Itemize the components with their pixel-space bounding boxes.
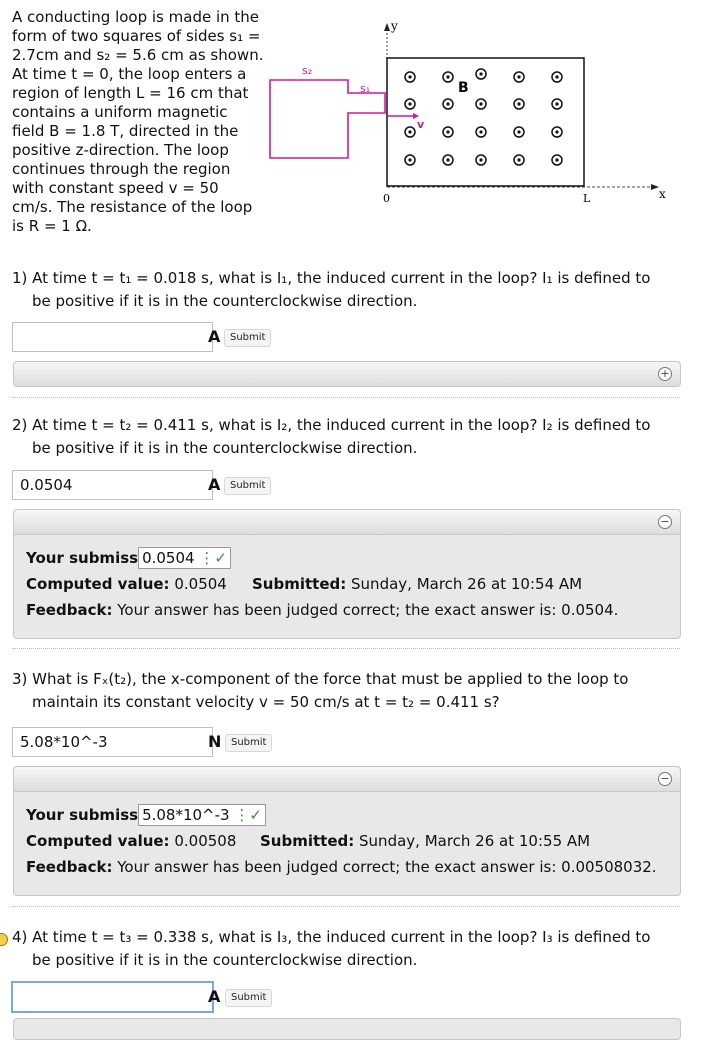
y-axis-label: y (391, 19, 398, 33)
feedback-panel-2 (13, 509, 681, 639)
computed-label: Computed value: (26, 575, 170, 593)
intro-line: At time t = 0, the loop enters a (12, 65, 247, 83)
feedback-label: Feedback: (26, 858, 113, 876)
unit-label: A (208, 327, 221, 346)
intro-line: form of two squares of sides s₁ = (12, 27, 261, 45)
answer-input-1[interactable] (12, 322, 213, 352)
question-4 (12, 926, 692, 972)
L-label: L (583, 192, 591, 205)
answer-input-4[interactable] (11, 981, 214, 1013)
divider (12, 648, 680, 649)
unit-label: A (208, 987, 221, 1006)
feedback-text: Your answer has been judged correct; the exact answer is: 0.0504. (117, 601, 619, 619)
submission-value: 5.08*10^-3 (142, 806, 230, 824)
computed-line (26, 828, 668, 854)
intro-line: is R = 1 Ω. (12, 217, 92, 235)
feedback-text: Your answer has been judged correct; the exact answer is: 0.00508032. (117, 858, 657, 876)
question-text: 2) At time t = t₂ = 0.411 s, what is I₂, the induced current in the loop? I₂ is defined to (12, 416, 651, 434)
answer-input-2[interactable]: 0.0504 (12, 470, 213, 500)
B-label: B (458, 80, 469, 96)
computed-value: 0.0504 (174, 575, 227, 593)
your-submission-line (26, 545, 668, 571)
unit-label: N (208, 732, 222, 751)
question-text: maintain its constant velocity v = 50 cm/s at t = t₂ = 0.411 s? (32, 693, 500, 711)
submission-value: 0.0504 (142, 549, 195, 567)
intro-line: contains a uniform magnetic (12, 103, 228, 121)
feedback-panel-4 (13, 1018, 681, 1040)
intro-line: with constant speed v = 50 (12, 179, 219, 197)
question-text: 3) What is Fₓ(t₂), the x-component of the force that must be applied to the loop to (12, 670, 629, 688)
intro-line: positive z-direction. The loop (12, 141, 229, 159)
origin-label: 0 (383, 192, 390, 205)
feedback-panel-3 (13, 766, 681, 896)
loop-diagram (265, 15, 705, 215)
question-3 (12, 668, 692, 714)
check-icon: ⋮✓ (199, 549, 227, 567)
collapse-icon[interactable]: − (658, 515, 672, 529)
question-text: be positive if it is in the counterclockwise direction. (32, 439, 418, 457)
question-2 (12, 414, 692, 460)
collapse-icon[interactable]: − (658, 772, 672, 786)
question-1 (12, 267, 692, 313)
s2-label: s₂ (302, 64, 313, 77)
s1-label: s₁ (360, 82, 371, 95)
intro-line: field B = 1.8 T, directed in the (12, 122, 239, 140)
problem-intro (12, 8, 272, 236)
computed-value: 0.00508 (174, 832, 237, 850)
submitted-value: Sunday, March 26 at 10:55 AM (359, 832, 591, 850)
feedback-line (26, 854, 668, 880)
submit-button-3[interactable]: Submit (225, 734, 272, 752)
intro-line: A conducting loop is made in the (12, 8, 260, 26)
panel-header[interactable] (14, 510, 680, 535)
submit-button-2[interactable]: Submit (224, 477, 271, 495)
question-text: be positive if it is in the counterclockwise direction. (32, 292, 418, 310)
submission-box (138, 804, 266, 826)
x-axis-label: x (659, 187, 666, 201)
question-text: 1) At time t = t₁ = 0.018 s, what is I₁, the induced current in the loop? I₁ is defined to (12, 269, 651, 287)
submission-box (138, 547, 231, 569)
computed-line (26, 571, 668, 597)
warning-icon (0, 933, 8, 946)
divider (12, 906, 680, 907)
submitted-label: Submitted: (252, 575, 347, 593)
divider (12, 397, 680, 398)
unit-label: A (208, 475, 221, 494)
answer-input-3[interactable]: 5.08*10^-3 (12, 727, 213, 757)
your-submission-line (26, 802, 668, 828)
computed-label: Computed value: (26, 832, 170, 850)
your-submission-label: Your submiss (26, 806, 139, 824)
feedback-line (26, 597, 668, 623)
x-axis-arrow (651, 184, 659, 190)
velocity-label: v (417, 118, 425, 131)
feedback-panel-1 (13, 361, 681, 387)
y-axis-arrow (384, 23, 390, 31)
check-icon: ⋮✓ (234, 806, 262, 824)
intro-line: continues through the region (12, 160, 231, 178)
feedback-label: Feedback: (26, 601, 113, 619)
question-text: be positive if it is in the counterclockwise direction. (32, 951, 418, 969)
intro-line: 2.7cm and s₂ = 5.6 cm as shown. (12, 46, 264, 64)
panel-header[interactable] (14, 767, 680, 792)
submit-button-1[interactable]: Submit (224, 329, 271, 347)
submitted-value: Sunday, March 26 at 10:54 AM (351, 575, 583, 593)
your-submission-label: Your submiss (26, 549, 139, 567)
question-text: 4) At time t = t₃ = 0.338 s, what is I₃, the induced current in the loop? I₃ is defined to (12, 928, 651, 946)
submitted-label: Submitted: (260, 832, 355, 850)
intro-line: cm/s. The resistance of the loop (12, 198, 253, 216)
submit-button-4[interactable]: Submit (225, 989, 272, 1007)
expand-icon[interactable]: + (658, 367, 672, 381)
panel-header[interactable] (14, 362, 680, 386)
field-dots (405, 69, 562, 165)
intro-line: region of length L = 16 cm that (12, 84, 249, 102)
